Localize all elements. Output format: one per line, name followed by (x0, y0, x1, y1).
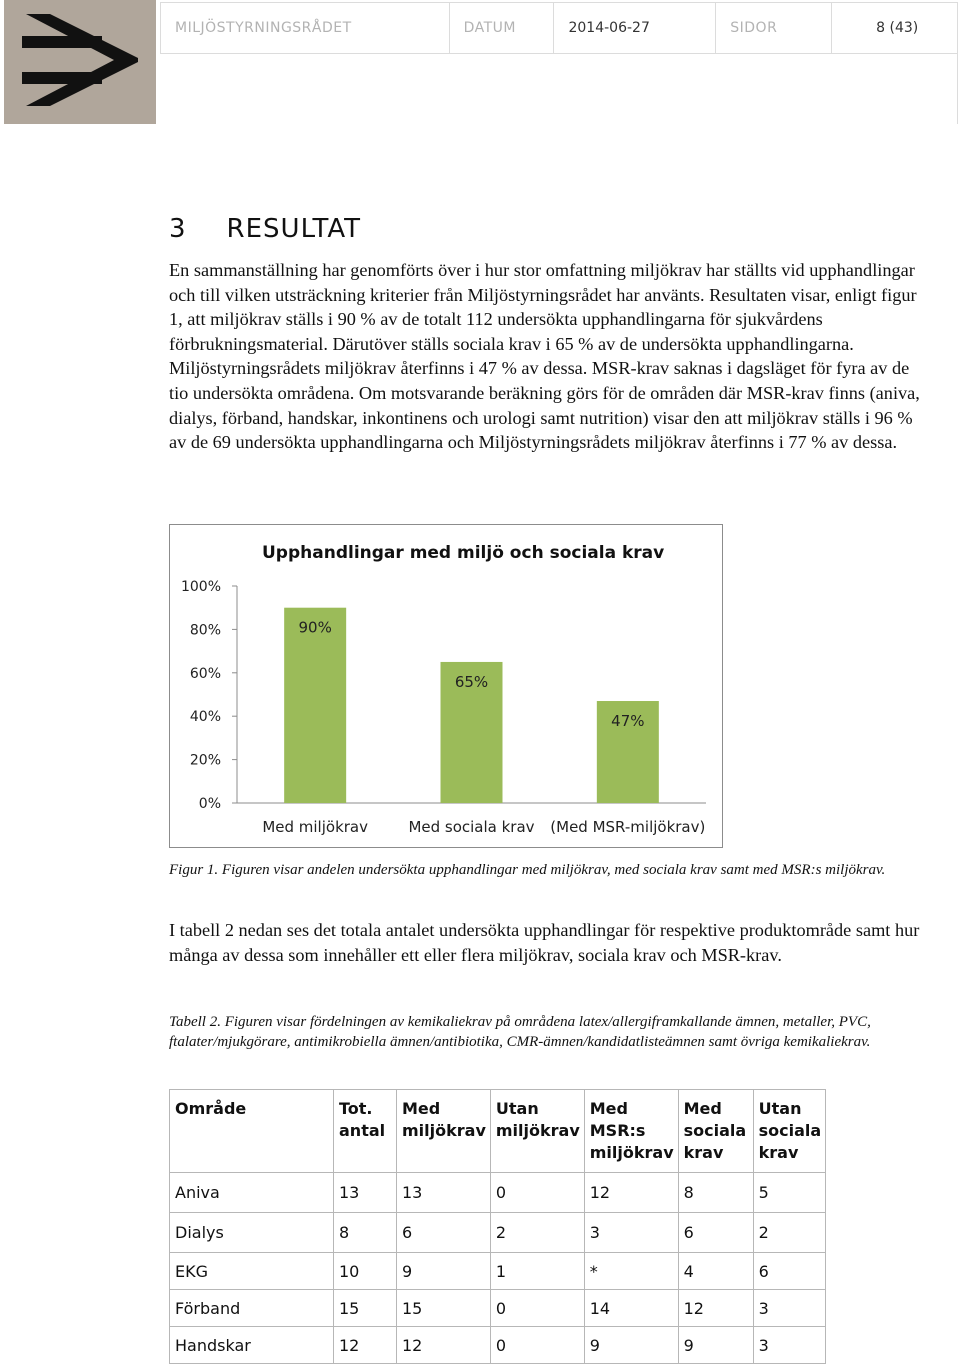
bar-chart (169, 524, 723, 848)
table-cell: 6 (397, 1213, 491, 1253)
table-cell: 0 (490, 1173, 584, 1213)
table-cell: 14 (584, 1290, 678, 1327)
table-cell: 9 (584, 1327, 678, 1364)
x-tick-label: (Med MSR-miljökrav) (550, 818, 706, 836)
x-tick-label: Med sociala krav (408, 818, 535, 836)
y-tick-label: 60% (189, 665, 221, 682)
table-cell: 6 (678, 1213, 753, 1253)
data-label: 47% (611, 712, 645, 731)
table-cell: 6 (753, 1253, 826, 1290)
table-cell: 0 (490, 1327, 584, 1364)
y-tick-label: 80% (189, 622, 221, 639)
table-cell: 3 (753, 1327, 826, 1364)
pages-label: SIDOR (715, 3, 831, 53)
page-header (4, 0, 958, 124)
table-cell: Handskar (170, 1327, 334, 1364)
table-cell: 12 (678, 1290, 753, 1327)
section-heading (169, 214, 361, 244)
chart-title: Upphandlingar med miljö och sociala krav (262, 543, 665, 563)
table-cell: 1 (490, 1253, 584, 1290)
table-cell: Aniva (170, 1173, 334, 1213)
section-number: 3 (169, 214, 187, 244)
table-cell: 15 (334, 1290, 397, 1327)
chart-svg (170, 525, 722, 847)
header-divider (160, 52, 958, 124)
figure-caption: Figur 1. Figuren visar andelen undersökta upphandlingar med miljökrav, med sociala krav samt med MSR:s miljökrav. (169, 862, 886, 878)
table-header-row (170, 1090, 826, 1173)
table-cell: 8 (334, 1213, 397, 1253)
table-cell: 13 (397, 1173, 491, 1213)
results-table (169, 1089, 826, 1364)
table-cell: 5 (753, 1173, 826, 1213)
table-cell: 3 (753, 1290, 826, 1327)
table-row (170, 1173, 826, 1213)
table-row (170, 1290, 826, 1327)
y-tick-label: 100% (180, 579, 221, 595)
y-tick-label: 0% (198, 796, 221, 812)
date-label: DATUM (449, 3, 554, 53)
bar (284, 608, 346, 803)
org-name: MILJÖSTYRNINGSRÅDET (160, 3, 449, 53)
table-cell: Förband (170, 1290, 334, 1327)
body-paragraph-1: En sammanställning har genomförts över i hur stor omfattning miljökrav har ställts vid upphandlingar och till vilken utsträckning kriterier från Miljöstyrningsrådet har använts. Resultaten visar, enligt figur 1, att miljökrav ställs i 90 % av de totalt 112 undersökta upphandlingarna för sjukvårdens förbrukningsmaterial. Därutöver ställs sociala krav i 65 % av de undersökta upphandlingarna. Miljöstyrningsrådets miljökrav återfinns i 47 % av dessa. MSR-krav saknas i dagsläget för fyra av de tio undersökta områdena. Om motsvarande beräkning görs för de områden där MSR-krav finns (aniva, dialys, förband, handskar, inkontinens och urologi samt nutrition) visar den att miljökrav ställs i 96 % av de 69 undersökta upphandlingarna och Miljöstyrningsrådets miljökrav återfinns i 77 % av dessa. (169, 260, 920, 453)
column-header: Område (170, 1090, 334, 1173)
pages-value: 8 (43) (831, 3, 957, 53)
table-cell: 4 (678, 1253, 753, 1290)
column-header: Utan sociala krav (753, 1090, 826, 1173)
data-label: 90% (298, 618, 332, 637)
data-label: 65% (454, 672, 489, 691)
x-tick-label: Med miljökrav (262, 818, 369, 836)
logo (4, 0, 156, 124)
date-value: 2014-06-27 (553, 3, 715, 53)
column-header: Tot. antal (334, 1090, 397, 1173)
section-title: RESULTAT (226, 214, 361, 244)
column-header: Med MSR:s miljökrav (584, 1090, 678, 1173)
table-cell: 0 (490, 1290, 584, 1327)
table-cell: 3 (584, 1213, 678, 1253)
table-cell: 8 (678, 1173, 753, 1213)
table-cell: 10 (334, 1253, 397, 1290)
table-cell: 9 (397, 1253, 491, 1290)
table-cell: 13 (334, 1173, 397, 1213)
y-tick-label: 20% (189, 752, 221, 769)
column-header: Utan miljökrav (490, 1090, 584, 1173)
table-cell: Dialys (170, 1213, 334, 1253)
table-cell: 12 (584, 1173, 678, 1213)
table-caption: Tabell 2. Figuren visar fördelningen av kemikaliekrav på områdena latex/allergiframkallande ämnen, metaller, PVC, ftalater/mjukgörare, antimikrobiella ämnen/antibiotika, CMR-ämnen/kandidatlisteämnen samt övriga kemikaliekrav. (169, 1014, 871, 1050)
table-cell: 12 (334, 1327, 397, 1364)
table-row (170, 1253, 826, 1290)
table-row (170, 1327, 826, 1364)
body-paragraph-2: I tabell 2 nedan ses det totala antalet undersökta upphandlingar för respektive produktområde samt hur många av dessa som innehåller ett eller flera miljökrav, sociala krav och MSR-krav. (169, 920, 920, 965)
table-cell: 2 (490, 1213, 584, 1253)
column-header: Med sociala krav (678, 1090, 753, 1173)
msr-logo-icon (22, 10, 138, 114)
table-cell: * (584, 1253, 678, 1290)
table-row (170, 1213, 826, 1253)
table-cell: 12 (397, 1327, 491, 1364)
column-header: Med miljökrav (397, 1090, 491, 1173)
table-cell: EKG (170, 1253, 334, 1290)
table-cell: 15 (397, 1290, 491, 1327)
table-cell: 2 (753, 1213, 826, 1253)
table-cell: 9 (678, 1327, 753, 1364)
y-tick-label: 40% (189, 709, 221, 726)
header-info-bar (160, 2, 958, 54)
